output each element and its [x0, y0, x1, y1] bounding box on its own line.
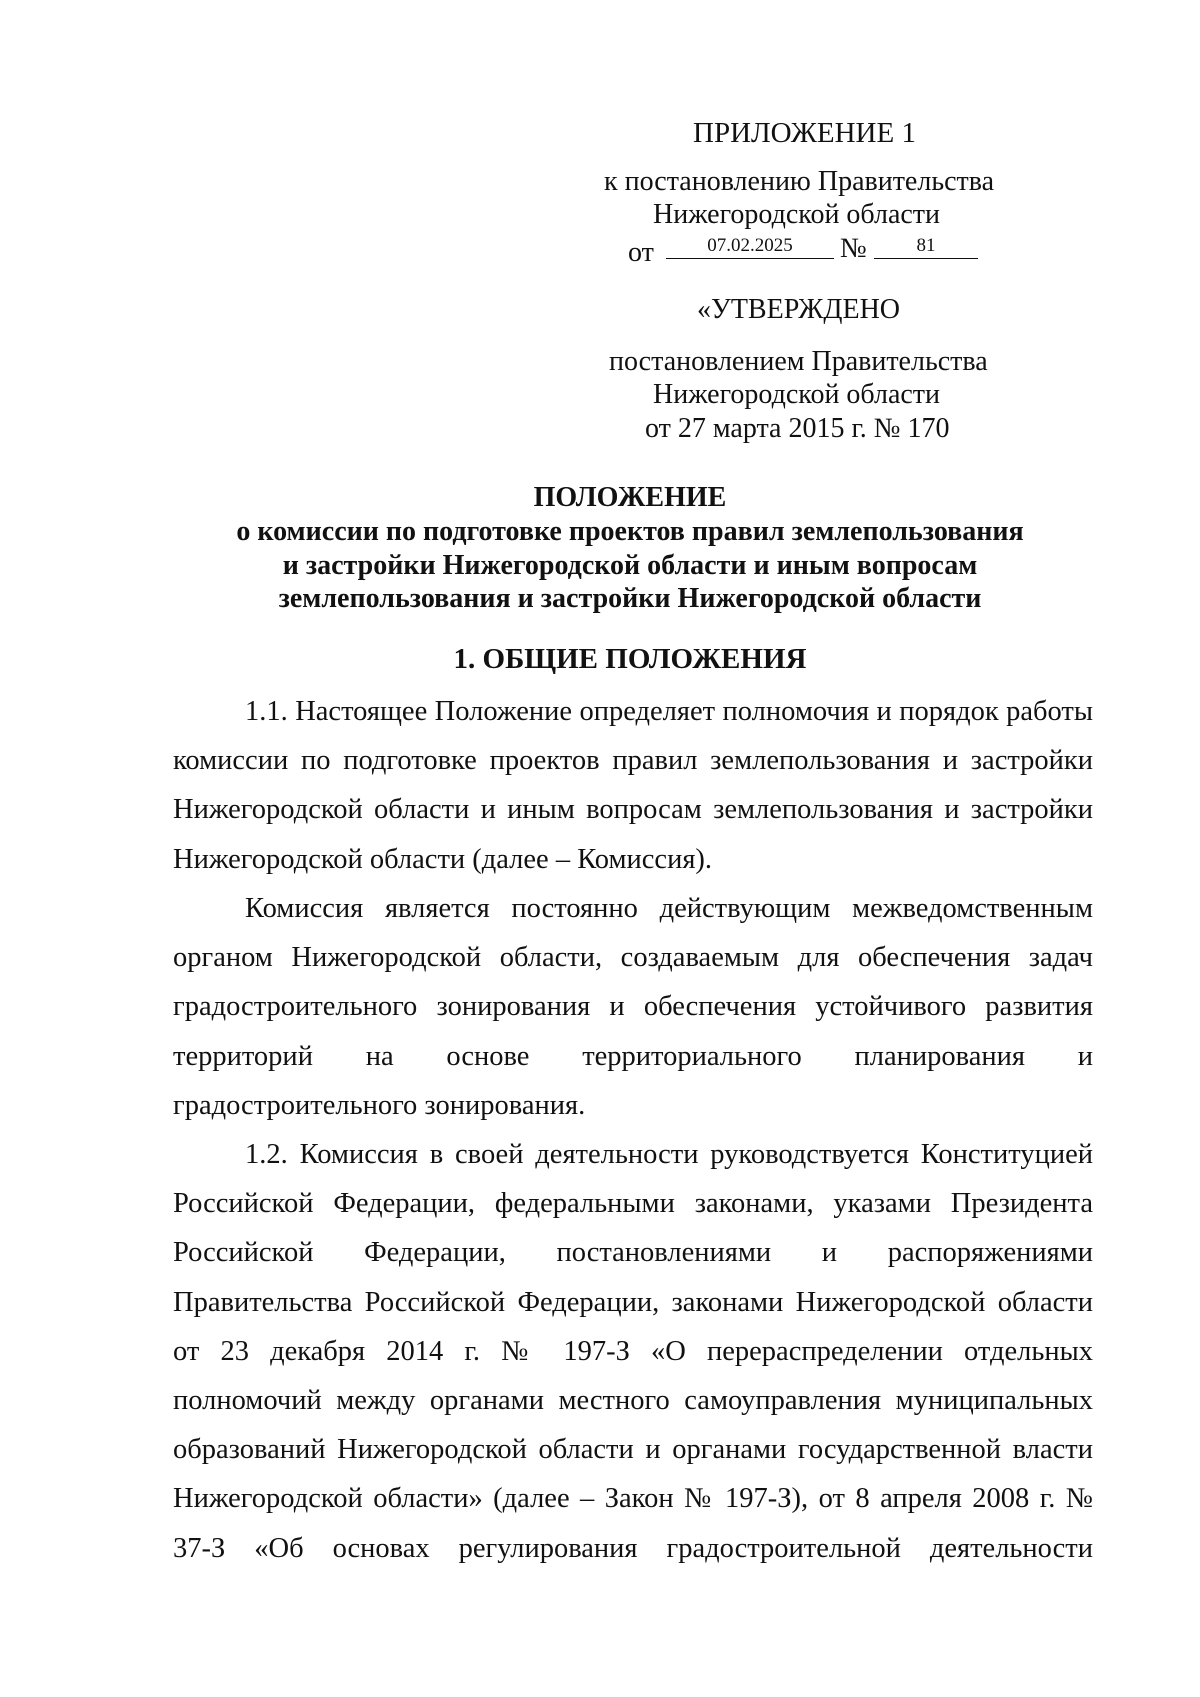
- paragraph-1-2: 1.2. Комиссия в своей деятельности руководствуется Конституцией Российской Федерации, федеральными законами, указами Президента Российской Федерации, постановлениями и распоряжениями Правительства Российской Федерации, законами Нижегородской области от 23 декабря 2014 г. № 197-З «О перераспределении отдельных полномочий между органами местного самоуправления муниципальных образований Нижегородской области и органами государственной власти Нижегородской области» (далее – Закон № 197-З), от 8 апреля 2008 г. № 37-З «Об основах регулирования градостроительной деятельности: [173, 1139, 1093, 1564]
- approval-line2: Нижегородской области: [653, 379, 941, 410]
- section-heading: 1. ОБЩИЕ ПОЛОЖЕНИЯ: [453, 643, 807, 675]
- approval-label: «УТВЕРЖДЕНО: [697, 294, 901, 325]
- document-title-line4: землепользования и застройки Нижегородской области: [278, 583, 982, 614]
- document-title-line1: ПОЛОЖЕНИЕ: [533, 482, 727, 513]
- appendix-date-field: [666, 234, 834, 259]
- appendix-number-sign: №: [840, 233, 867, 264]
- appendix-from-prefix: от: [628, 237, 654, 268]
- approval-line1: постановлением Правительства: [609, 346, 988, 377]
- paragraph-1-1: 1.1. Настоящее Положение определяет полномочия и порядок работы комиссии по подготовке проектов правил землепользования и застройки Нижегородской области и иным вопросам землепользования и застройки Нижегородской области (далее – Комиссия).: [173, 696, 1093, 875]
- appendix-number: 81: [916, 235, 936, 256]
- paragraph-commission: Комиссия является постоянно действующим межведомственным органом Нижегородской области, создаваемым для обеспечения задач градостроительного зонирования и обеспечения устойчивого развития территорий на основе территориального планирования и градостроительного зонирования.: [173, 893, 1093, 1121]
- appendix-to-line2: Нижегородской области: [653, 199, 941, 230]
- appendix-number-field: [874, 234, 978, 259]
- document-title-line3: и застройки Нижегородской области и иным вопросам: [282, 550, 978, 581]
- appendix-label: ПРИЛОЖЕНИЕ 1: [693, 117, 916, 149]
- appendix-to-line1: к постановлению Правительства: [604, 166, 995, 197]
- appendix-date: 07.02.2025: [707, 235, 793, 256]
- approval-line3: от 27 марта 2015 г. № 170: [645, 413, 950, 444]
- document-title-line2: о комиссии по подготовке проектов правил землепользования: [236, 516, 1024, 547]
